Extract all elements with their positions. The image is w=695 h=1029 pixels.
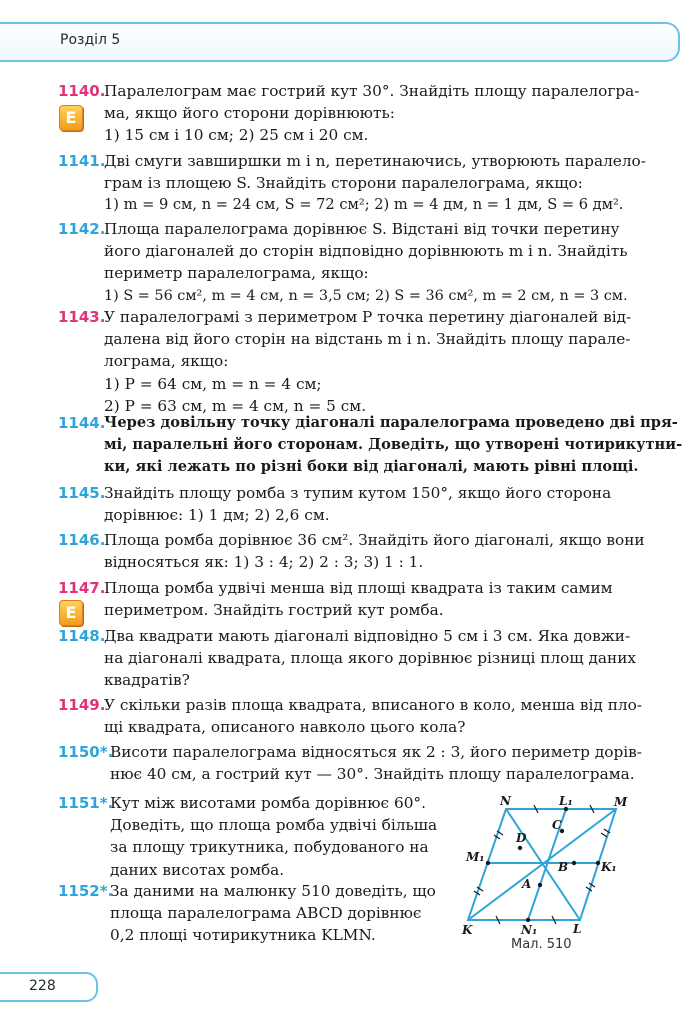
problem-text-line: Площа паралелограма дорівнює S. Відстані від точки перетину: [104, 220, 620, 238]
label-a: A: [522, 877, 532, 891]
problem-number: 1152*.: [58, 882, 114, 900]
problem-1143: [58, 306, 638, 417]
problem-number: 1142.: [58, 220, 106, 238]
problem-number: 1140.: [58, 82, 106, 100]
label-n: N: [500, 795, 511, 808]
problem-number: 1151*.: [58, 794, 114, 812]
problem-text-line: щі квадрата, описаного навколо цього кола?: [104, 718, 466, 737]
problem-number: 1146.: [58, 531, 106, 549]
problem-text-line: площа паралелограма ABCD дорівнює: [110, 904, 422, 923]
problem-text-line: У скільки разів площа квадрата, вписаного в коло, менша від пло-: [104, 696, 642, 714]
problem-text-line: 1) P = 64 см, m = n = 4 см;: [104, 374, 322, 393]
problem-text-line: Через довільну точку діагоналі паралелограма проведено дві пря-: [104, 414, 678, 431]
e-badge-icon: E: [59, 105, 83, 131]
problem-text-line: Площа ромба дорівнює 36 см². Знайдіть його діагоналі, якщо вони: [104, 531, 645, 549]
label-d: D: [516, 831, 527, 845]
problem-text-line: нює 40 см, а гострий кут — 30°. Знайдіть площу паралелограма.: [110, 765, 635, 784]
problem-number: 1143.: [58, 308, 106, 326]
problem-text-line: 1) S = 56 см², m = 4 см, n = 3,5 см; 2) S = 36 см², m = 2 см, n = 3 см.: [104, 287, 628, 304]
problem-text-line: 1) 15 см і 10 см; 2) 25 см і 20 см.: [104, 126, 369, 145]
label-c: C: [552, 818, 562, 832]
problem-text-line: далена від його сторін на відстань m і n. Знайдіть площу парале-: [104, 330, 631, 349]
problem-number: 1149.: [58, 696, 106, 714]
problem-1147: [58, 577, 638, 621]
problem-text-line: Висоти паралелограма відносяться як 2 : 3, його периметр дорів-: [110, 743, 642, 761]
problem-number: 1147.: [58, 579, 106, 597]
problem-1150: [58, 741, 642, 785]
problem-text-line: його діагоналей до сторін відповідно дорівнюють m і n. Знайдіть: [104, 242, 628, 261]
problem-text-line: Доведіть, що площа ромба удвічі більша: [110, 816, 438, 835]
problem-1142: [58, 218, 638, 307]
diagonal-nl: [506, 809, 580, 920]
problem-number: 1145.: [58, 484, 106, 502]
problem-text-line: Площа ромба удвічі менша від площі квадрата із таким самим: [104, 579, 613, 597]
problem-number: 1141.: [58, 152, 106, 170]
page-header: [0, 22, 695, 60]
problem-1145: [58, 482, 638, 526]
problem-1146: [58, 529, 645, 573]
page-footer: [0, 972, 98, 1002]
parallelogram-diagram: [458, 795, 638, 935]
problem-1148: [58, 625, 638, 692]
problem-1141: [58, 150, 646, 217]
problem-text-line: Знайдіть площу ромба з тупим кутом 150°, якщо його сторона: [104, 484, 612, 502]
problem-text-line: квадратів?: [104, 671, 190, 690]
problem-text-line: за площу трикутника, побудованого на: [110, 838, 429, 857]
label-k: K: [462, 923, 473, 935]
problem-text-line: дорівнює: 1) 1 дм; 2) 2,6 см.: [104, 506, 330, 525]
problem-1144: [58, 412, 683, 479]
problem-text-line: Паралелограм має гострий кут 30°. Знайдіть площу паралелогра-: [104, 82, 640, 100]
problem-number: 1144.: [58, 414, 106, 432]
problem-text-line: 0,2 площі чотирикутника KLMN.: [110, 926, 376, 945]
label-n1: N₁: [521, 923, 538, 935]
problem-text-line: Кут між висотами ромба дорівнює 60°.: [110, 794, 426, 812]
problem-text-line: даних висотах ромба.: [110, 860, 285, 879]
problem-text-line: ма, якщо його сторони дорівнюють:: [104, 104, 395, 123]
problem-text-line: У паралелограмі з периметром P точка перетину діагоналей від-: [104, 308, 632, 326]
label-l: L: [573, 922, 582, 935]
label-m: M: [614, 795, 628, 809]
section-title: Розділ 5: [60, 32, 121, 48]
problem-text-line: периметром. Знайдіть гострий кут ромба.: [104, 601, 444, 620]
problem-text-line: 2) P = 63 см, m = 4 см, n = 5 см.: [104, 396, 367, 415]
problem-number: 1148.: [58, 627, 106, 645]
label-b: B: [558, 860, 569, 874]
label-l1: L₁: [559, 795, 573, 808]
problem-text-line: грам із площею S. Знайдіть сторони паралелограма, якщо:: [104, 174, 583, 193]
problem-text-line: 1) m = 9 см, n = 24 см, S = 72 см²; 2) m = 4 дм, n = 1 дм, S = 6 дм².: [104, 196, 624, 214]
problem-text-line: За даними на малюнку 510 доведіть, що: [110, 882, 436, 900]
problem-text-line: на діагоналі квадрата, площа якого дорівнює різниці площ даних: [104, 649, 637, 668]
problem-text-line: Дві смуги завширшки m і n, перетинаючись, утворюють паралело-: [104, 152, 646, 170]
problem-text-line: периметр паралелограма, якщо:: [104, 264, 369, 283]
problem-text-line: Два квадрати мають діагоналі відповідно 5 см і 3 см. Яка довжи-: [104, 627, 631, 645]
problem-text-line: мі, паралельні його сторонам. Доведіть, що утворені чотирикутни-: [104, 436, 683, 454]
page-number: 228: [29, 978, 56, 994]
figure-caption: Мал. 510: [511, 937, 572, 952]
problem-text-line: ки, які лежать по різні боки від діагоналі, мають рівні площі.: [104, 458, 639, 476]
problem-1149: [58, 694, 642, 738]
label-m1: M₁: [466, 850, 485, 864]
problem-text-line: відносяться як: 1) 3 : 4; 2) 2 : 3; 3) 1 : 1.: [104, 553, 424, 572]
problem-1140: [58, 80, 638, 147]
problem-text-line: лограма, якщо:: [104, 352, 229, 371]
e-badge-icon: E: [59, 600, 83, 626]
problem-number: 1150*.: [58, 743, 114, 761]
label-k1: K₁: [601, 860, 617, 874]
